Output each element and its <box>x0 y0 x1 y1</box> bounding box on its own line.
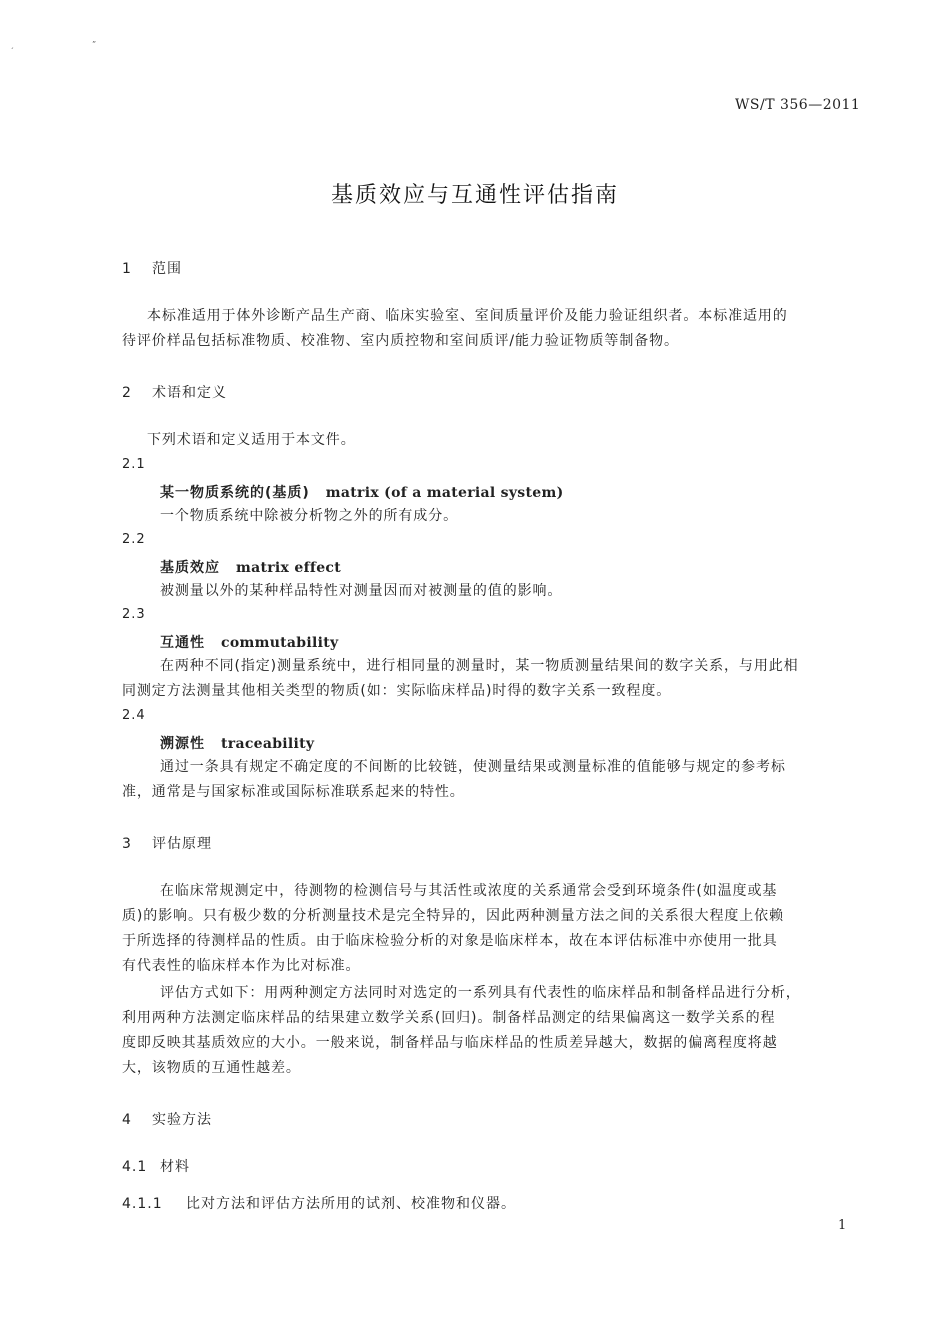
section-title: 实验方法 <box>152 1112 212 1128</box>
term-heading <box>160 557 341 577</box>
text-line: 待评价样品包括标准物质、校准物、室内质控物和室间质评/能力验证物质等制备物。 <box>122 333 679 349</box>
text-line: 大，该物质的互通性越差。 <box>122 1060 301 1076</box>
section-3-heading <box>122 833 212 853</box>
section-2-heading <box>122 382 227 402</box>
document-title: 基质效应与互通性评估指南 <box>330 183 619 208</box>
text-line: 在两种不同(指定)测量系统中，进行相同量的测量时，某一物质测量结果间的数字关系，与用此相 <box>160 658 799 674</box>
section-title: 评估原理 <box>152 836 212 852</box>
text-line: 准，通常是与国家标准或国际标准联系起来的特性。 <box>122 784 465 800</box>
term-heading <box>160 733 314 753</box>
text-line: 于所选择的待测样品的性质。由于临床检验分析的对象是临床样本，故在本评估标准中亦使用一批具 <box>122 933 778 949</box>
text-line: 质)的影响。只有极少数的分析测量技术是完全特异的，因此两种测量方法之间的关系很大程度上依赖 <box>122 908 784 924</box>
text-line: 度即反映其基质效应的大小。一般来说，制备样品与临床样品的性质差异越大，数据的偏离程度将越 <box>122 1035 778 1051</box>
term-zh: 基质效应 <box>160 560 220 576</box>
term-zh: 某一物质系统的(基质) <box>160 485 310 501</box>
subsection-title: 材料 <box>160 1159 190 1175</box>
subsection-4-1-heading <box>122 1156 190 1176</box>
term-number: 2.1 <box>122 457 146 472</box>
section-4-heading <box>122 1109 212 1129</box>
term-heading <box>160 482 564 502</box>
term-heading <box>160 632 338 652</box>
section-3-paragraph-2 <box>122 981 801 1081</box>
scan-mark: ” <box>92 40 97 49</box>
section-number: 1 <box>122 261 132 277</box>
subsection-text: 比对方法和评估方法所用的试剂、校准物和仪器。 <box>186 1196 516 1212</box>
section-number: 4 <box>122 1112 132 1128</box>
section-2-intro: 下列术语和定义适用于本文件。 <box>147 432 356 448</box>
term-zh: 溯源性 <box>160 736 205 752</box>
scan-mark: ˏ <box>10 40 14 49</box>
term-en: commutability <box>221 635 339 651</box>
term-definition: 被测量以外的某种样品特性对测量因而对被测量的值的影响。 <box>160 583 563 599</box>
section-title: 术语和定义 <box>152 385 227 401</box>
subsection-4-1-1 <box>122 1193 516 1213</box>
term-en: traceability <box>221 736 315 752</box>
page-number: 1 <box>838 1218 847 1233</box>
standard-code: WS/T 356—2011 <box>735 97 861 113</box>
term-number: 2.3 <box>122 607 146 622</box>
text-line: 通过一条具有规定不确定度的不间断的比较链，使测量结果或测量标准的值能够与规定的参考标 <box>160 759 786 775</box>
section-title: 范围 <box>152 261 182 277</box>
text-line: 同测定方法测量其他相关类型的物质(如：实际临床样品)时得的数字关系一致程度。 <box>122 683 672 699</box>
section-1-heading <box>122 258 182 278</box>
text-line: 利用两种方法测定临床样品的结果建立数学关系(回归)。制备样品测定的结果偏离这一数学关系的程 <box>122 1010 776 1026</box>
text-line: 在临床常规测定中，待测物的检测信号与其活性或浓度的关系通常会受到环境条件(如温度或基 <box>160 883 778 899</box>
term-en: matrix effect <box>236 560 342 576</box>
term-zh: 互通性 <box>160 635 205 651</box>
text-line: 评估方式如下：用两种测定方法同时对选定的一系列具有代表性的临床样品和制备样品进行分析， <box>160 985 801 1001</box>
subsection-number: 4.1 <box>122 1159 148 1175</box>
section-number: 2 <box>122 385 132 401</box>
section-number: 3 <box>122 836 132 852</box>
term-number: 2.4 <box>122 708 146 723</box>
term-en: matrix (of a material system) <box>325 485 564 501</box>
subsection-number: 4.1.1 <box>122 1196 163 1212</box>
term-number: 2.2 <box>122 532 146 547</box>
term-definition: 一个物质系统中除被分析物之外的所有成分。 <box>160 508 458 524</box>
section-1-paragraph <box>122 304 788 354</box>
section-3-paragraph-1 <box>122 879 784 979</box>
text-line: 本标准适用于体外诊断产品生产商、临床实验室、室间质量评价及能力验证组织者。本标准适用的 <box>147 308 788 324</box>
term-definition <box>122 654 799 704</box>
text-line: 有代表性的临床样本作为比对标准。 <box>122 958 361 974</box>
term-definition <box>122 755 786 805</box>
